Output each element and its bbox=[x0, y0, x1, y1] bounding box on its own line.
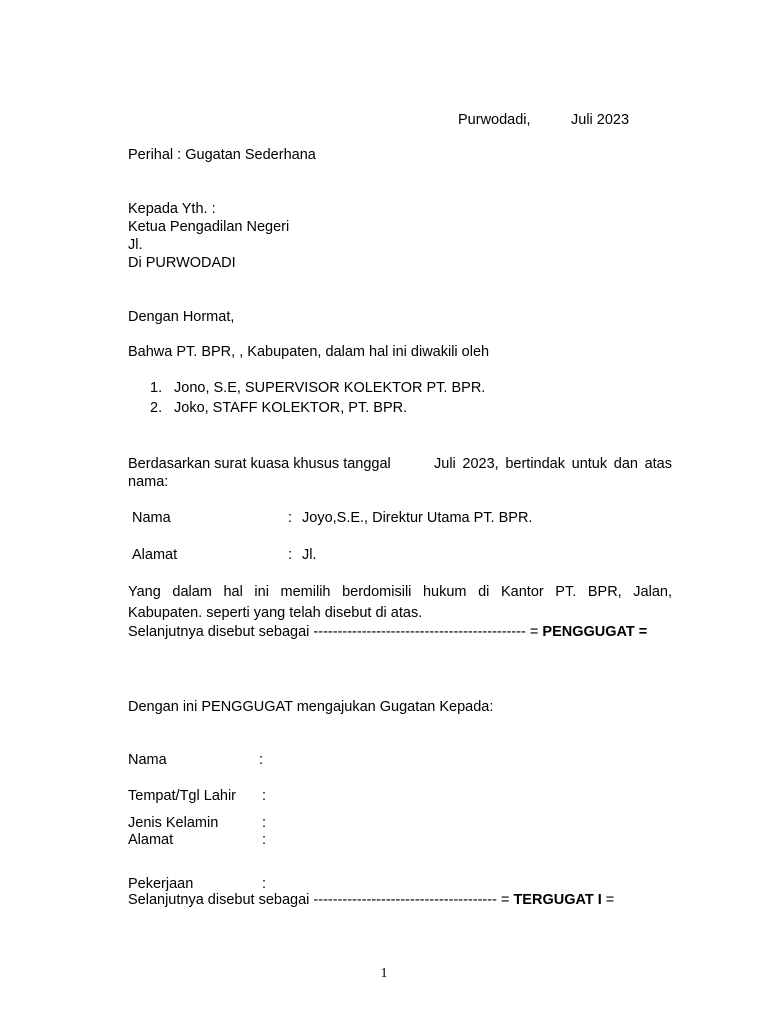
domicile-line-2: Kabupaten. seperti yang telah disebut di atas. bbox=[128, 605, 423, 621]
plaintiff-name-label: Nama bbox=[132, 510, 171, 526]
attorney-text-right: Juli 2023, bertindak untuk dan atas bbox=[434, 456, 672, 472]
attorney-text-line-2: nama: bbox=[128, 474, 169, 490]
defendant-birth-colon: : bbox=[262, 788, 267, 804]
defendant-birth-label: Tempat/Tgl Lahir bbox=[128, 788, 236, 804]
greeting: Dengan Hormat, bbox=[128, 309, 235, 325]
domicile-paragraph bbox=[128, 582, 672, 624]
defendant-designation-label: TERGUGAT I bbox=[513, 892, 602, 908]
defendant-name-label: Nama bbox=[128, 752, 167, 768]
defendant-name-colon: : bbox=[259, 752, 264, 768]
domicile-line-1: Yang dalam hal ini memilih berdomisili hukum di Kantor PT. BPR, Jalan, bbox=[128, 584, 672, 600]
attorney-text-left: Berdasarkan surat kuasa khusus tanggal bbox=[128, 456, 391, 472]
plaintiff-address-colon: : bbox=[288, 547, 293, 563]
defendant-designation bbox=[128, 892, 614, 909]
recipient-line-2: Ketua Pengadilan Negeri bbox=[128, 219, 290, 235]
defendant-job-label: Pekerjaan bbox=[128, 876, 194, 892]
plaintiff-name-colon: : bbox=[288, 510, 293, 526]
plaintiff-name-value: Joyo,S.E., Direktur Utama PT. BPR. bbox=[302, 510, 533, 526]
plaintiff-designation bbox=[128, 624, 647, 641]
defendant-job-colon: : bbox=[262, 876, 267, 892]
defendant-intro: Dengan ini PENGGUGAT mengajukan Gugatan Kepada: bbox=[128, 699, 494, 715]
recipient-line-4: Di PURWODADI bbox=[128, 255, 236, 271]
list-item: Joko, STAFF KOLEKTOR, PT. BPR. bbox=[174, 400, 408, 416]
list-item-number: 2. bbox=[150, 400, 163, 416]
defendant-designation-prefix: Selanjutnya disebut sebagai -------------------------------------- = bbox=[128, 892, 514, 908]
page-number: 1 bbox=[380, 966, 388, 981]
defendant-gender-colon: : bbox=[262, 815, 267, 831]
plaintiff-address-label: Alamat bbox=[132, 547, 178, 563]
plaintiff-designation-label: PENGGUGAT = bbox=[542, 624, 648, 640]
defendant-designation-suffix: = bbox=[601, 892, 615, 908]
letter-subject: Perihal : Gugatan Sederhana bbox=[128, 147, 316, 163]
intro-paragraph: Bahwa PT. BPR, , Kabupaten, dalam hal ini diwakili oleh bbox=[128, 344, 490, 360]
defendant-address-label: Alamat bbox=[128, 832, 174, 848]
recipient-line-3: Jl. bbox=[128, 237, 143, 253]
letter-date: Juli 2023 bbox=[571, 112, 630, 128]
list-item-number: 1. bbox=[150, 380, 163, 396]
defendant-address-colon: : bbox=[262, 832, 267, 848]
plaintiff-address-value: Jl. bbox=[302, 547, 317, 563]
plaintiff-designation-prefix: Selanjutnya disebut sebagai -------------------------------------------- = bbox=[128, 624, 543, 640]
defendant-gender-label: Jenis Kelamin bbox=[128, 815, 219, 831]
letter-place: Purwodadi, bbox=[458, 112, 531, 128]
recipient-line-1: Kepada Yth. : bbox=[128, 201, 216, 217]
list-item: Jono, S.E, SUPERVISOR KOLEKTOR PT. BPR. bbox=[174, 380, 486, 396]
